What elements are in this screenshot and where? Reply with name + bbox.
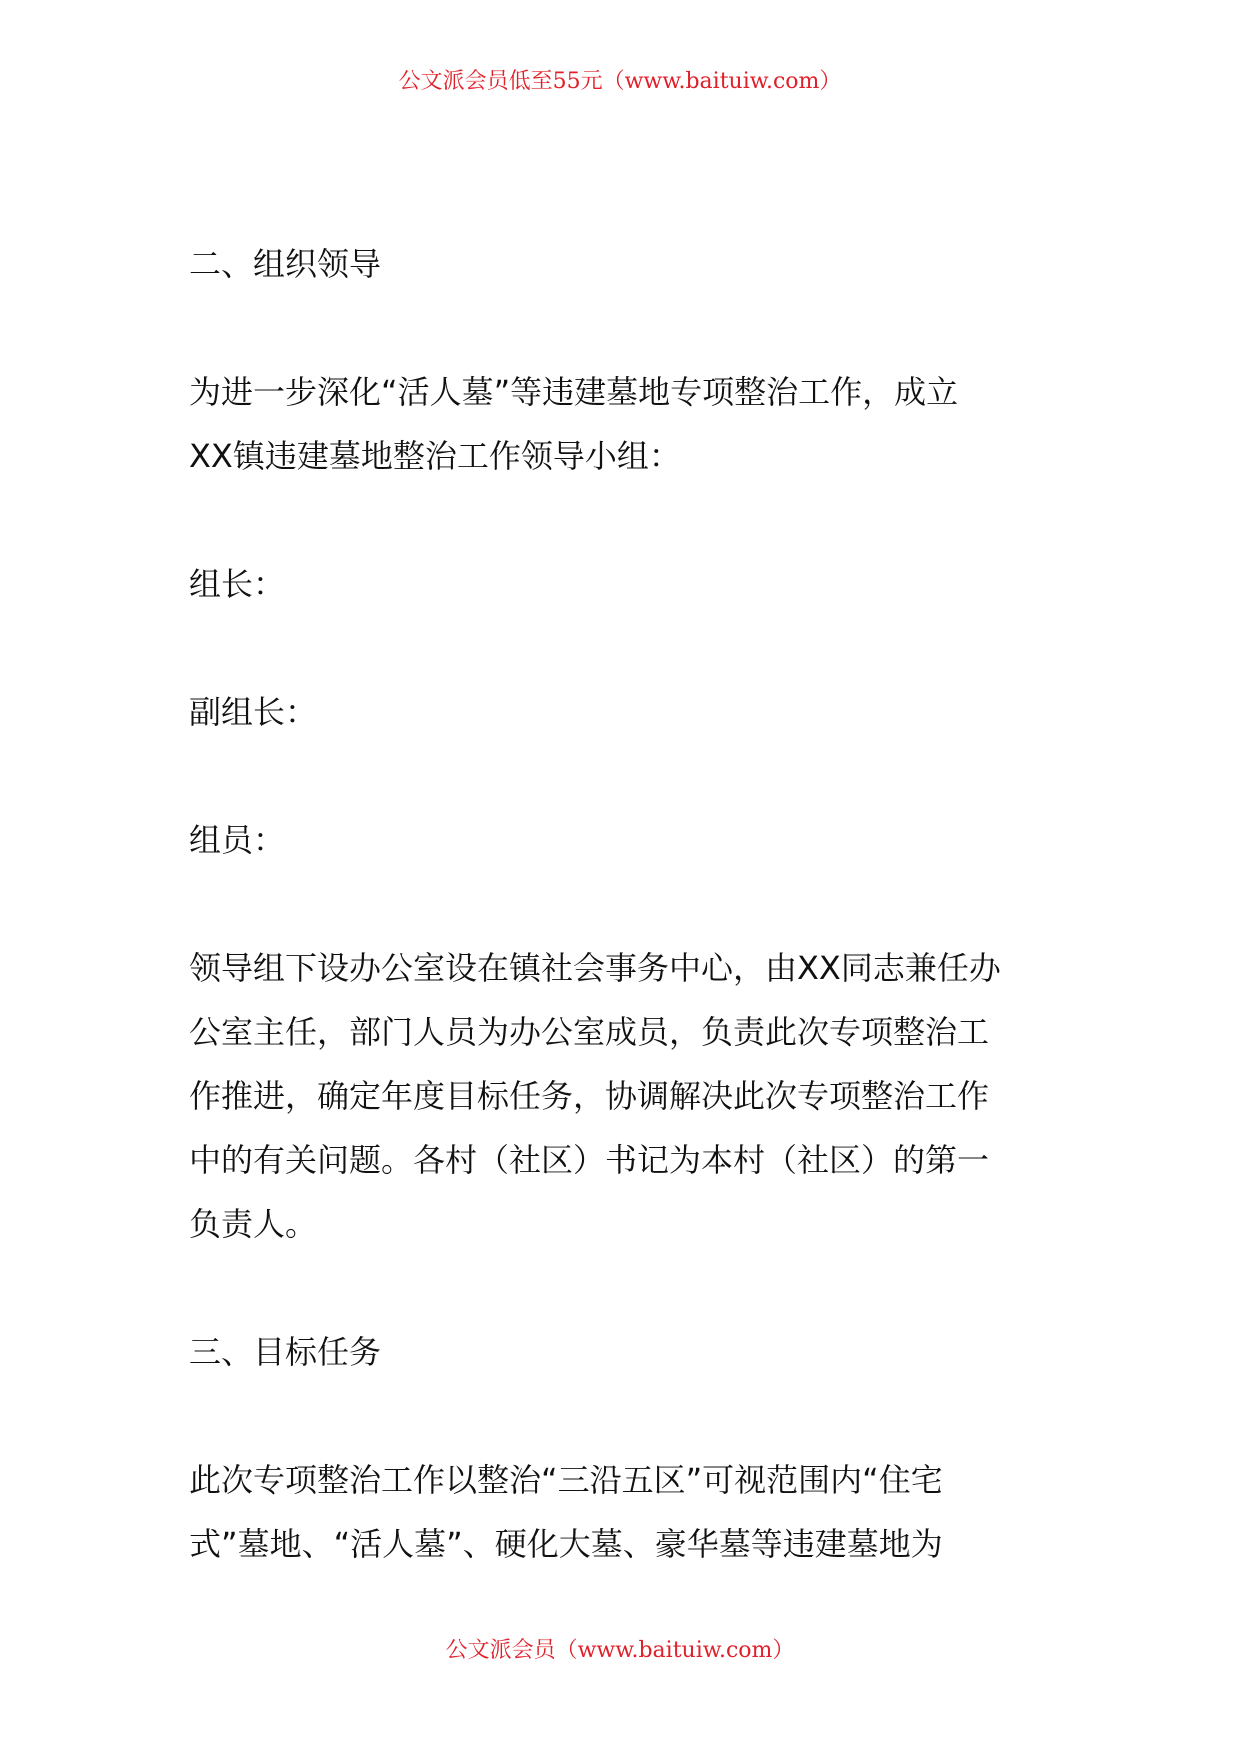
section-heading-targets: 三、目标任务	[189, 1333, 382, 1371]
section-heading-organization: 二、组织领导	[189, 245, 382, 283]
members-label: 组员：	[189, 821, 286, 859]
paragraph-targets	[189, 1448, 1059, 1576]
paragraph-line: 此次专项整治工作以整治“三沿五区”可视范围内“住宅	[189, 1461, 943, 1499]
paragraph-intro	[189, 360, 1059, 488]
paragraph-line: XX镇违建墓地整治工作领导小组：	[189, 437, 681, 475]
deputy-leader-label: 副组长：	[189, 693, 318, 731]
paragraph-line: 公室主任，部门人员为办公室成员，负责此次专项整治工	[189, 1013, 990, 1051]
paragraph-line: 式”墓地、“活人墓”、硬化大墓、豪华墓等违建墓地为	[189, 1525, 943, 1563]
paragraph-line: 为进一步深化“活人墓”等违建墓地专项整治工作，成立	[189, 373, 959, 411]
paragraph-line: 作推进，确定年度目标任务，协调解决此次专项整治工作	[189, 1077, 990, 1115]
paragraph-line: 中的有关问题。各村（社区）书记为本村（社区）的第一	[189, 1141, 990, 1179]
page-header-watermark: 公文派会员低至55元（www.baituiw.com）	[398, 69, 842, 94]
paragraph-line: 负责人。	[189, 1205, 318, 1243]
paragraph-office	[189, 936, 1059, 1256]
page-footer-watermark: 公文派会员（www.baituiw.com）	[445, 1638, 795, 1663]
document-body	[189, 232, 1059, 1576]
leader-label: 组长：	[189, 565, 286, 603]
paragraph-line: 领导组下设办公室设在镇社会事务中心，由XX同志兼任办	[189, 949, 1001, 987]
